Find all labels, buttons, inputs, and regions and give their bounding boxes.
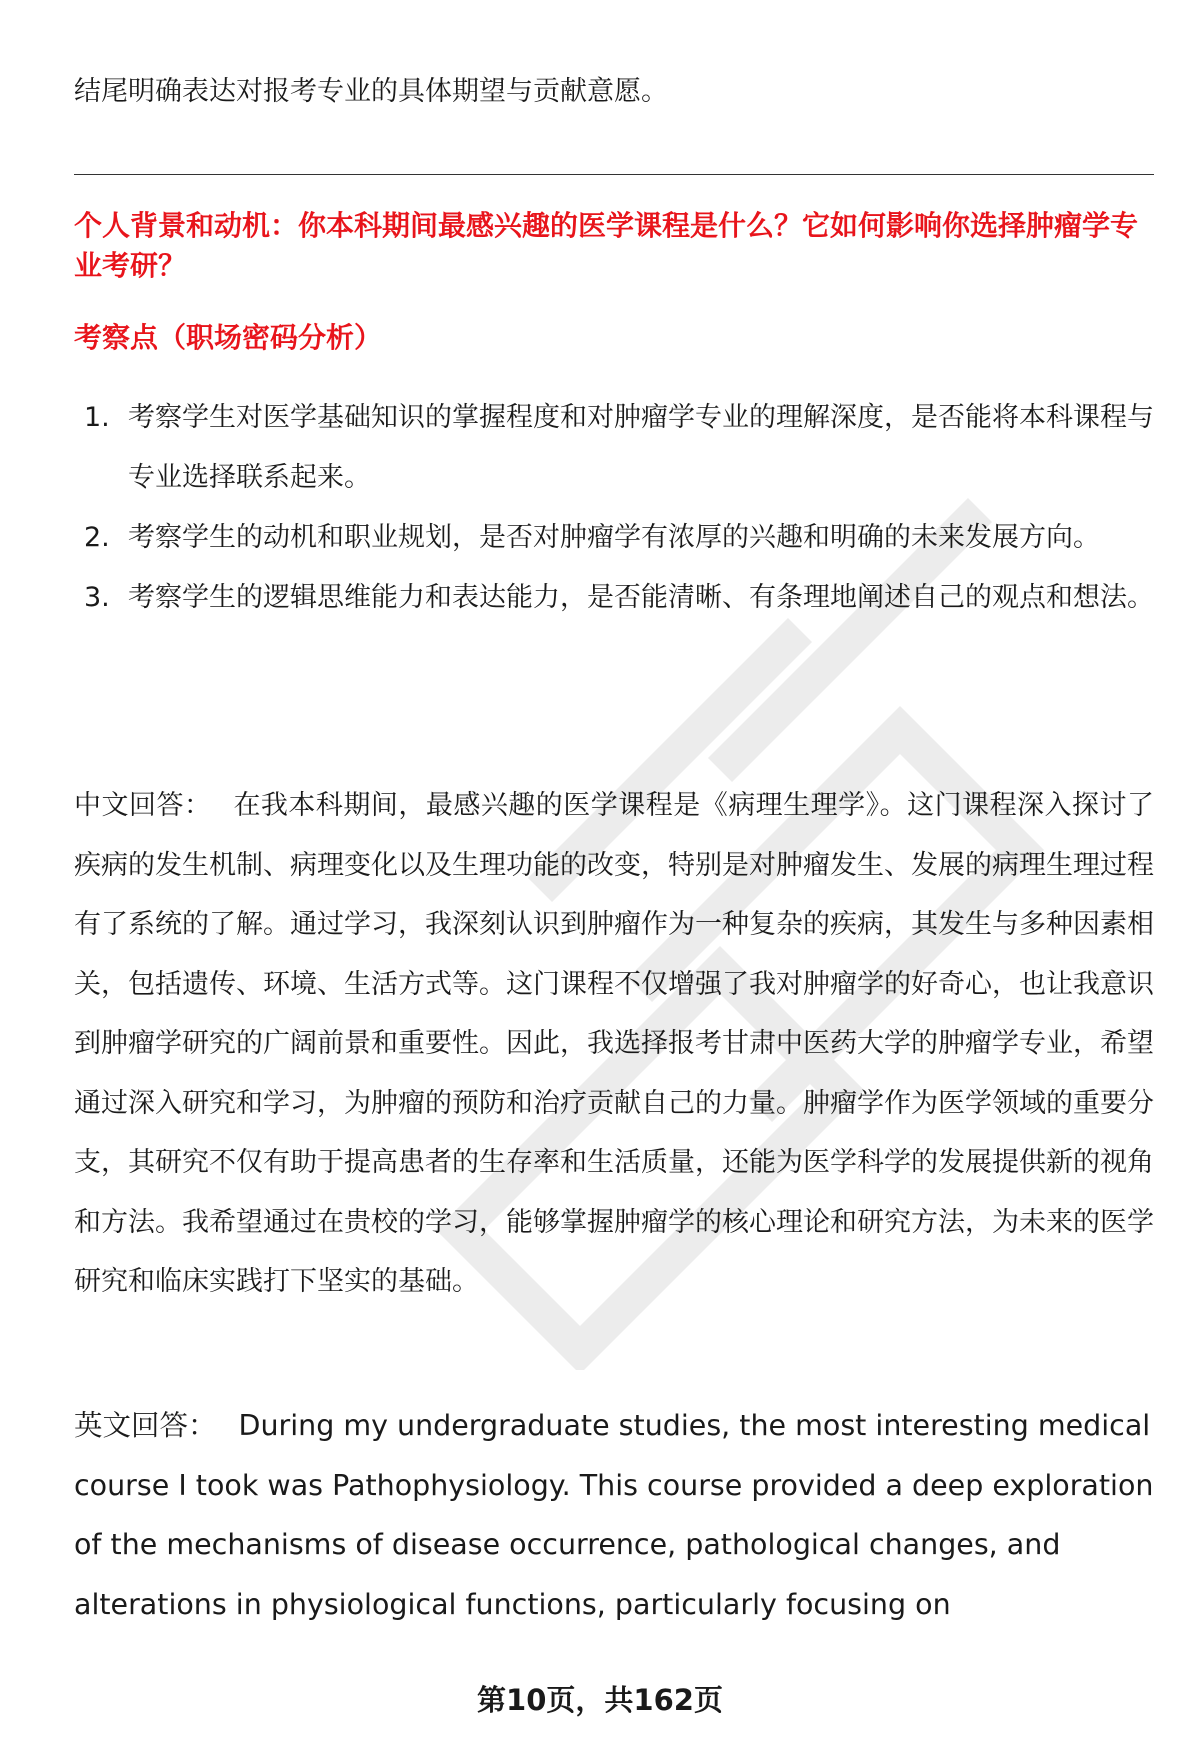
english-answer-text: During my undergraduate studies, the most interesting medical course I took was Pathophysiology. This course provided a deep exploration of the mechanisms of disease occurrence, pathological changes, and alterations in physiological functions, particularly focusing on	[74, 1409, 1154, 1621]
chinese-answer-label: 中文回答：	[74, 790, 212, 821]
page-number-footer: 第10页，共162页	[477, 1683, 723, 1717]
section-heading: 考察点（职场密码分析）	[74, 321, 383, 354]
section-divider	[74, 174, 1154, 175]
list-item	[74, 568, 1154, 628]
list-item-text: 考察学生的逻辑思维能力和表达能力，是否能清晰、有条理地阐述自己的观点和想法。	[128, 582, 1154, 613]
list-number: 3.	[84, 582, 110, 613]
chinese-answer-text: 在我本科期间，最感兴趣的医学课程是《病理生理学》。这门课程深入探讨了疾病的发生机制、病理变化以及生理功能的改变，特别是对肿瘤发生、发展的病理生理过程有了系统的了解。通过学习，我深刻认识到肿瘤作为一种复杂的疾病，其发生与多种因素相关，包括遗传、环境、生活方式等。这门课程不仅增强了我对肿瘤学的好奇心，也让我意识到肿瘤学研究的广阔前景和重要性。因此，我选择报考甘肃中医药大学的肿瘤学专业，希望通过深入研究和学习，为肿瘤的预防和治疗贡献自己的力量。肿瘤学作为医学领域的重要分支，其研究不仅有助于提高患者的生存率和生活质量，还能为医学科学的发展提供新的视角和方法。我希望通过在贵校的学习，能够掌握肿瘤学的核心理论和研究方法，为未来的医学研究和临床实践打下坚实的基础。	[74, 790, 1155, 1297]
english-answer-label: 英文回答：	[74, 1409, 217, 1442]
assessment-points-list	[74, 388, 1154, 628]
list-item-text: 考察学生对医学基础知识的掌握程度和对肿瘤学专业的理解深度，是否能将本科课程与专业选择联系起来。	[128, 402, 1154, 493]
list-number: 2.	[84, 522, 110, 553]
list-item	[74, 508, 1154, 568]
intro-text: 结尾明确表达对报考专业的具体期望与贡献意愿。	[74, 76, 668, 107]
chinese-answer	[74, 776, 1154, 1312]
list-number: 1.	[84, 402, 110, 433]
question-heading: 个人背景和动机：你本科期间最感兴趣的医学课程是什么？它如何影响你选择肿瘤学专业考研？	[74, 209, 1139, 282]
list-item-text: 考察学生的动机和职业规划，是否对肿瘤学有浓厚的兴趣和明确的未来发展方向。	[128, 522, 1100, 553]
english-answer	[74, 1396, 1154, 1634]
list-item	[74, 388, 1154, 508]
